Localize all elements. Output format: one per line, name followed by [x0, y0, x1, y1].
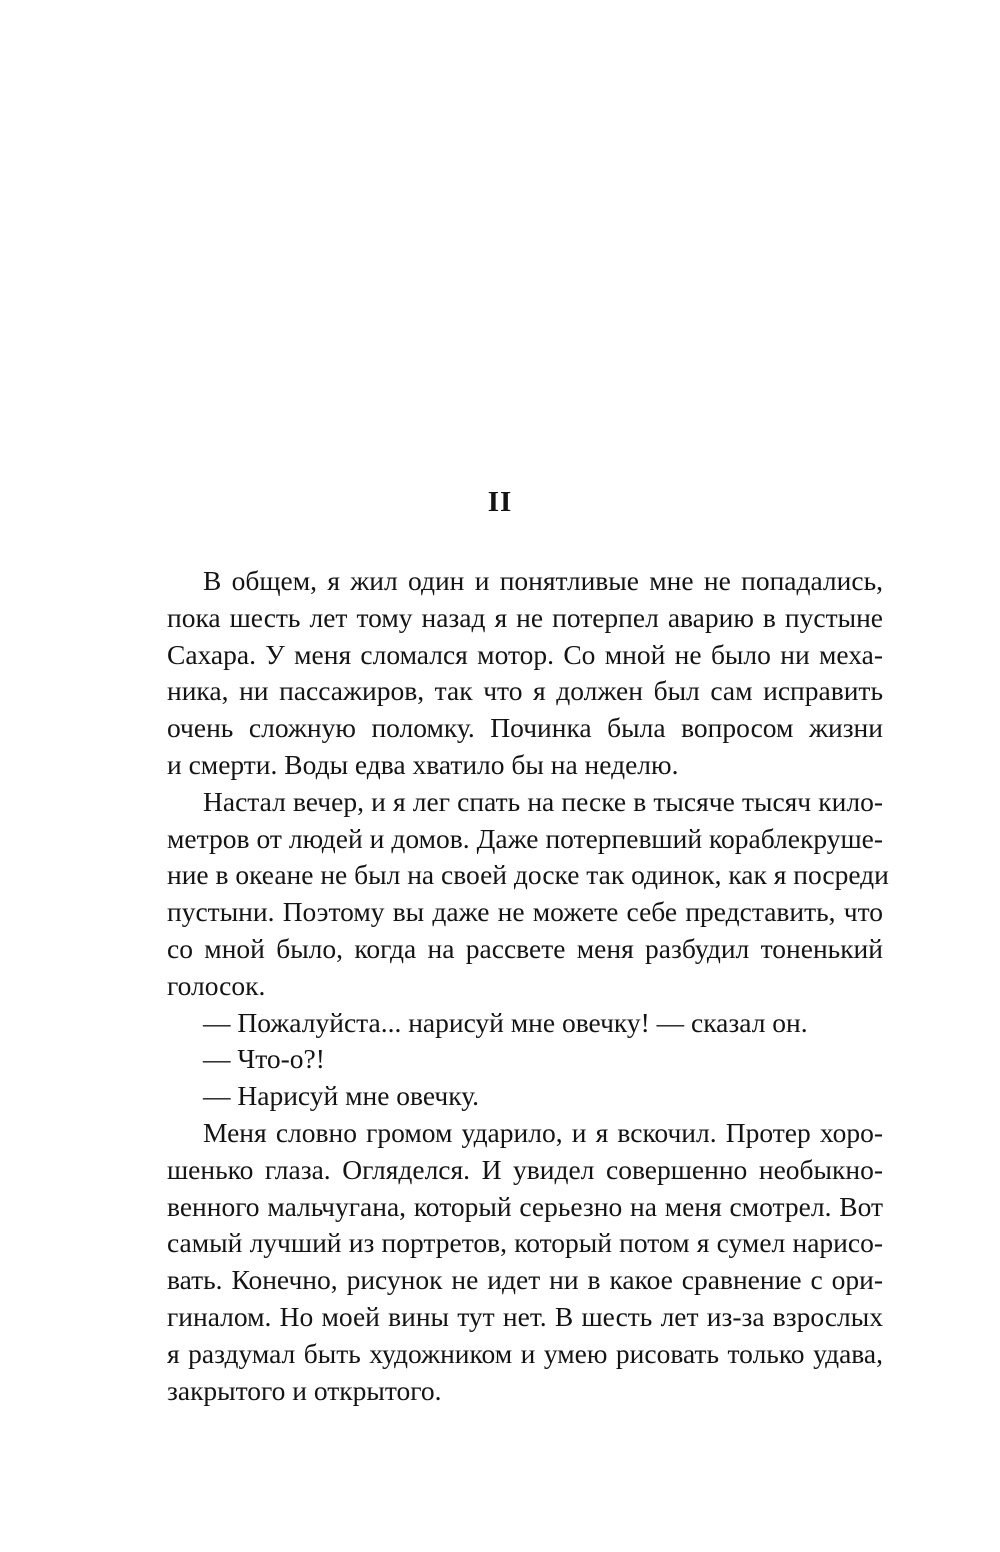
paragraph-2-line-6: голосок. — [167, 969, 266, 1001]
paragraph-3-line-5: вать. Конечно, рисунок не идет ни в какое сравнение с ори- — [167, 1264, 883, 1296]
paragraph-3-line-6: гиналом. Но моей вины тут нет. В шесть лет из-за взрослых — [167, 1300, 883, 1332]
paragraph-3-line-2: шенько глаза. Огляделся. И увидел совершенно необыкно- — [167, 1153, 883, 1185]
dialogue-line-2: — Что-о?! — [203, 1043, 325, 1075]
paragraph-3-line-3: венного мальчугана, который серьезно на меня смотрел. Вот — [167, 1190, 883, 1222]
paragraph-1-line-6: и смерти. Воды едва хватило бы на неделю. — [167, 748, 679, 780]
paragraph-1-line-3: Сахара. У меня сломался мотор. Со мной не было ни меха- — [167, 638, 883, 670]
paragraph-3-line-1: Меня словно громом ударило, и я вскочил. Протер хоро- — [203, 1116, 883, 1148]
chapter-heading: II — [487, 486, 513, 518]
paragraph-2-line-2: метров от людей и домов. Даже потерпевший кораблекруше- — [167, 822, 883, 854]
paragraph-3-line-8: закрытого и открытого. — [167, 1374, 442, 1406]
chapter-body — [167, 563, 889, 1409]
paragraph-2-line-4: пустыни. Поэтому вы даже не можете себе представить, что — [167, 896, 883, 928]
paragraph-2-line-5: со мной было, когда на рассвете меня разбудил тоненький — [167, 932, 883, 964]
paragraph-1-line-4: ника, ни пассажиров, так что я должен был сам исправить — [167, 675, 883, 707]
paragraph-3-line-4: самый лучший из портретов, который потом я сумел нарисо- — [167, 1227, 883, 1259]
paragraph-3-line-7: я раздумал быть художником и умею рисовать только удава, — [167, 1337, 883, 1369]
paragraph-2-line-1: Настал вечер, и я лег спать на песке в тысяче тысяч кило- — [203, 785, 883, 817]
paragraph-1-line-1: В общем, я жил один и понятливые мне не попадались, — [203, 565, 883, 596]
dialogue-line-1: — Пожалуйста... нарисуй мне овечку! — сказал он. — [203, 1006, 808, 1038]
paragraph-2-line-3: ние в океане не был на своей доске так одинок, как я посреди — [167, 859, 889, 891]
paragraph-1-line-5: очень сложную поломку. Починка была вопросом жизни — [167, 712, 883, 744]
dialogue-line-3: — Нарисуй мне овечку. — [203, 1080, 480, 1112]
paragraph-1-line-2: пока шесть лет тому назад я не потерпел аварию в пустыне — [167, 601, 883, 633]
